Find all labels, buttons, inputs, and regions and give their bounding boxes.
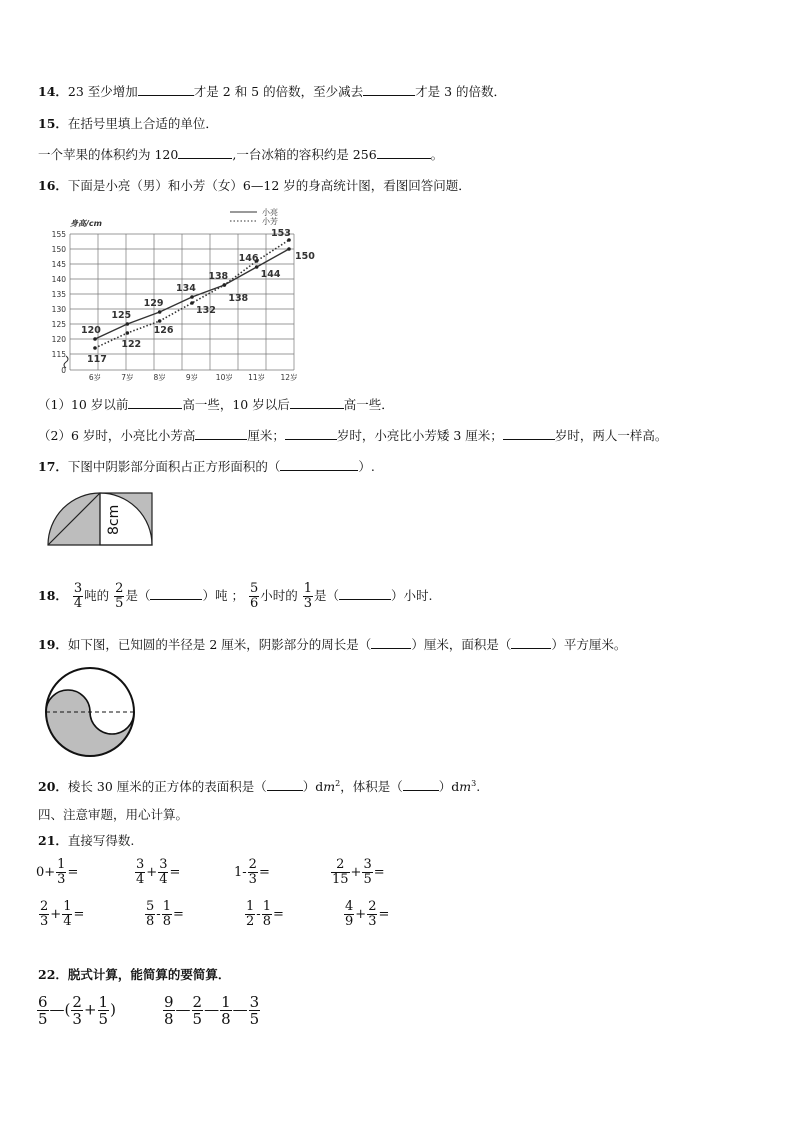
data-label: 146 (238, 253, 259, 264)
answer-blank[interactable] (371, 636, 411, 649)
data-label: 150 (295, 251, 315, 262)
x-tick-label: 6岁 (88, 373, 102, 382)
question-15-title: 15．在括号里填上合适的单位． (38, 116, 218, 131)
y-tick-label: 0 (61, 366, 66, 375)
answer-blank[interactable] (267, 778, 303, 791)
answer-blank[interactable] (403, 778, 439, 791)
figure-length-label: 8cm (106, 504, 122, 535)
answer-blank[interactable] (290, 396, 344, 409)
question-21-title: 21．直接写得数. (38, 833, 135, 848)
calc-item: $\frac{5}{8}$ - $\frac{1}{8}$ = (146, 899, 184, 929)
answer-blank[interactable] (363, 83, 415, 96)
answer-blank[interactable] (178, 146, 232, 159)
question-15-body: 一个苹果的体积约为 120 ,一台冰箱的容积约是 256 。 (38, 147, 444, 162)
data-point (223, 283, 227, 287)
data-point (287, 247, 291, 251)
legend-label: 小亮 (262, 208, 278, 217)
data-label: 138 (208, 271, 229, 282)
data-point (158, 319, 162, 323)
data-label: 138 (228, 293, 249, 304)
data-label: 129 (143, 298, 164, 309)
data-point (190, 301, 194, 305)
data-point (190, 295, 194, 299)
y-tick-label: 145 (51, 260, 66, 269)
data-label: 144 (260, 269, 281, 280)
x-tick-label: 8岁 (153, 373, 166, 382)
data-label: 132 (196, 305, 216, 316)
calc-item: $\frac{2}{3}$ + $\frac{1}{4}$ = (40, 899, 85, 929)
data-label: 117 (87, 354, 107, 365)
data-label: 122 (121, 339, 142, 350)
x-tick-label: 7岁 (121, 373, 134, 382)
answer-blank[interactable] (195, 427, 247, 440)
data-point (93, 337, 97, 341)
x-tick-label: 12岁 (280, 373, 298, 382)
question-16-title: 16．下面是小亮（男）和小芳（女）6—12 岁的身高统计图，看图回答问题． (38, 178, 471, 193)
expression-1: $\frac{6}{5}$ —( $\frac{2}{3}$ + $\frac{1}{5}$ ) (38, 993, 116, 1028)
answer-blank[interactable] (339, 587, 391, 600)
answer-blank[interactable] (280, 458, 358, 471)
y-tick-label: 155 (51, 230, 66, 239)
calc-item: $\frac{3}{4}$ + $\frac{3}{4}$ = (136, 857, 181, 887)
x-tick-label: 9岁 (185, 373, 199, 382)
question-20: 20．棱长 30 厘米的正方体的表面积是（ ）$dm^2$，体积是（ ）$dm^3$. (38, 779, 481, 795)
calc-item: $\frac{1}{2}$ - $\frac{1}{8}$ = (246, 899, 284, 929)
answer-blank[interactable] (138, 83, 194, 96)
question-16-part-1: （1）10 岁以前 高一些，10 岁以后 高一些． (38, 397, 394, 412)
semicircle-square-figure (44, 493, 156, 553)
question-number: 14． (38, 84, 68, 99)
chart-grid (64, 234, 294, 370)
fraction: $\frac{3}{4}$ (73, 581, 83, 611)
calc-item: $\frac{4}{9}$ + $\frac{2}{3}$ = (345, 899, 390, 929)
y-tick-label: 130 (51, 305, 66, 314)
question-17: 17．下图中阴影部分面积占正方形面积的（ ）. (38, 459, 375, 474)
fraction: $\frac{2}{5}$ (115, 581, 124, 611)
x-tick-label: 10岁 (215, 373, 233, 382)
answer-blank[interactable] (503, 427, 555, 440)
y-tick-label: 125 (51, 320, 66, 329)
fraction: $\frac{1}{3}$ (303, 581, 312, 611)
calc-item: $\frac{2}{15}$ + $\frac{3}{5}$ = (332, 857, 385, 887)
expression-2: $\frac{9}{8}$ — $\frac{2}{5}$ — $\frac{1}{8}$ — $\frac{3}{5}$ (164, 993, 260, 1028)
data-label: 125 (111, 310, 132, 321)
section-heading: 四、注意审题，用心计算。 (38, 807, 189, 822)
question-18: 18． $\frac{3}{4}$ 吨的 $\frac{2}{5}$ 是（ ）吨 ； $\frac{5}{6}$ 小时的 $\frac{1}{3}$ 是（ ）小时. (38, 581, 433, 611)
legend-label: 小芳 (262, 217, 278, 226)
y-tick-label: 140 (51, 275, 66, 284)
answer-blank[interactable] (285, 427, 337, 440)
fraction: $\frac{5}{6}$ (249, 581, 259, 611)
data-label: 153 (271, 228, 291, 239)
yin-yang-circle-figure (38, 666, 144, 758)
height-line-chart (32, 200, 315, 388)
chart-legend (230, 207, 278, 226)
question-16-part-2: （2）6 岁时，小亮比小芳高 厘米； 岁时，小亮比小芳矮 3 厘米； 岁时，两人一样高。 (38, 428, 668, 443)
y-tick-label: 120 (51, 335, 66, 344)
data-point (126, 331, 130, 335)
y-axis-label: 身高/cm (70, 219, 102, 228)
data-label: 134 (176, 283, 196, 294)
answer-blank[interactable] (128, 396, 182, 409)
data-point (93, 346, 97, 350)
y-tick-label: 115 (51, 350, 66, 359)
y-tick-label: 150 (51, 245, 66, 254)
answer-blank[interactable] (511, 636, 551, 649)
data-point (158, 310, 162, 314)
data-label: 126 (153, 325, 174, 336)
question-22-title: 22．脱式计算，能简算的要简算． (38, 967, 231, 982)
question-14: 14．23 至少增加 才是 2 和 5 的倍数，至少减去 才是 3 的倍数． (38, 84, 507, 99)
calc-item: 0+ $\frac{1}{3}$ = (36, 857, 79, 887)
data-label: 120 (81, 325, 101, 336)
question-19: 19．如下图，已知圆的半径是 2 厘米，阴影部分的周长是（ ）厘米，面积是（ ）平方厘米。 (38, 637, 627, 652)
data-point (126, 322, 130, 326)
data-point (255, 265, 259, 269)
chart-series (81, 228, 315, 365)
answer-blank[interactable] (150, 587, 202, 600)
y-tick-label: 135 (51, 290, 66, 299)
x-tick-label: 11岁 (248, 373, 266, 382)
calc-item: 1- $\frac{2}{3}$ = (234, 857, 270, 887)
answer-blank[interactable] (377, 146, 431, 159)
